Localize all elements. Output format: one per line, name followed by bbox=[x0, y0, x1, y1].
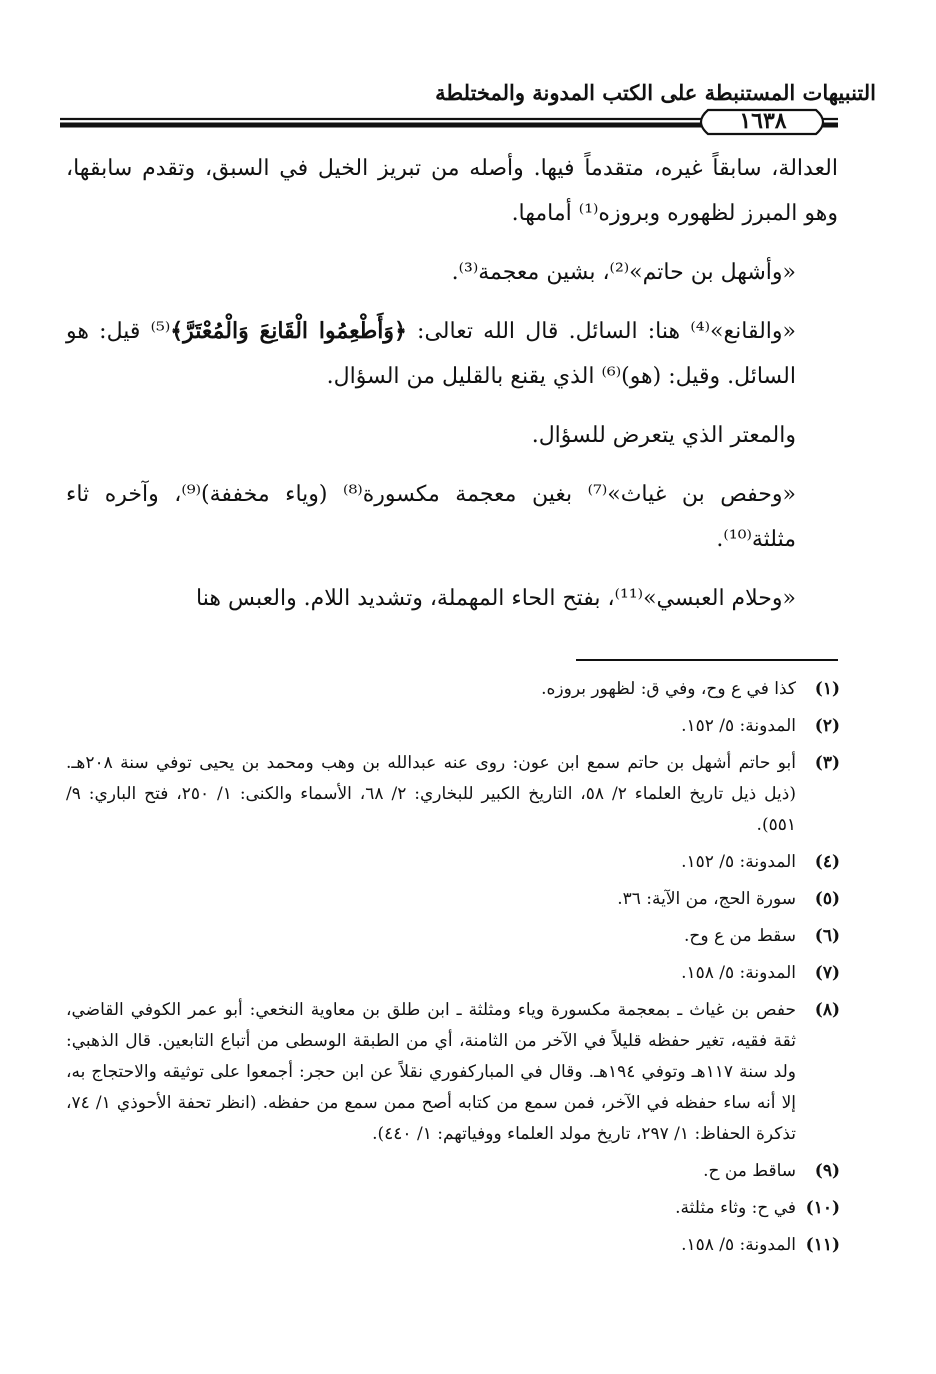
footnote-text: أبو حاتم أشهل بن حاتم سمع ابن عون: روى عنه عبدالله بن وهب ومحمد بن يحيى توفي سنة ٢٠٨هـ. (ذيل ذيل تاريخ العلماء ٢/ ٥٨، التاريخ الكبير للبخاري: ٢/ ٦٨، الأسماء والكنى: ١/ ٢٥٠، فتح الباري: ٩/ ٥٥١). bbox=[66, 753, 796, 835]
paragraph: والمعتر الذي يتعرض للسؤال. bbox=[531, 423, 796, 448]
paragraph-text: «والقانع»⁽⁴⁾ هنا: السائل. قال الله تعالى: bbox=[406, 319, 797, 344]
paragraph bbox=[66, 309, 838, 399]
running-title: التنبيهات المستنبطة على الكتب المدونة والمختلطة bbox=[435, 80, 876, 105]
footnote-number: (٨) bbox=[814, 1000, 840, 1020]
footnote-number: (١) bbox=[814, 679, 840, 699]
footnote-separator bbox=[576, 659, 838, 661]
main-text bbox=[66, 146, 838, 635]
footnote-text: المدونة: ٥/ ١٥٢. bbox=[681, 852, 796, 872]
footnote bbox=[66, 711, 840, 742]
paragraph: العدالة، سابقاً غيره، متقدماً فيها. وأصله من تبريز الخيل في السبق، وتقدم سابقها، وهو المبرز لظهوره وبروزه⁽¹⁾ أمامها. bbox=[66, 156, 838, 226]
paragraph: «وأشهل بن حاتم»⁽²⁾، بشين معجمة⁽³⁾. bbox=[451, 260, 796, 285]
footnote bbox=[66, 884, 840, 915]
footnote-number: (٦) bbox=[814, 926, 840, 946]
footnote bbox=[66, 1193, 840, 1224]
footnote-text: ساقط من ح. bbox=[703, 1161, 796, 1181]
footnote bbox=[66, 958, 840, 989]
footnote-number: (٧) bbox=[814, 963, 840, 983]
footnotes bbox=[66, 674, 840, 1267]
page-number: ١٦٣٨ bbox=[739, 108, 787, 134]
paragraph: «وحفص بن غياث»⁽⁷⁾ بغين معجمة مكسورة⁽⁸⁾ (وياء مخففة)⁽⁹⁾، وآخره ثاء مثلثة⁽¹⁰⁾. bbox=[66, 482, 796, 552]
quran-verse: ﴿وَأَطْعِمُوا الْقَانِعَ وَالْمُعْتَرَّ﴾ bbox=[170, 318, 407, 344]
footnote bbox=[66, 847, 840, 878]
footnote bbox=[66, 674, 840, 705]
footnote-text: في ح: وثاء مثلثة. bbox=[675, 1198, 796, 1218]
footnote-text: سقط من ع وح. bbox=[684, 926, 796, 946]
footnote bbox=[66, 748, 840, 841]
footnote-text: كذا في ع وح، وفي ق: لظهور بروزه. bbox=[541, 679, 796, 699]
footnote-text: المدونة: ٥/ ١٥٨. bbox=[681, 963, 796, 983]
footnote-number: (٤) bbox=[814, 852, 840, 872]
footnote-text: حفص بن غياث ـ بمعجمة مكسورة وياء ومثلثة ـ ابن طلق بن معاوية النخعي: أبو عمر الكوفي القاضي، ثقة فقيه، تغير حفظه قليلاً في الآخر من الثامنة، أي من الطبقة الوسطى من أتباع التابعين. قال الذهبي: ولد سنة ١١٧هـ وتوفي ١٩٤هـ. وقال في المباركفوري نقلاً عن ابن حجر: أجمعوا على توثيقه والاحتجاج به، إلا أنه ساء حفظه في الآخر، فمن سمع من كتابه أصح ممن سمع من حفظه. (انظر تحفة الأحوذي ١/ ٧٤، تذكرة الحفاظ: ١/ ٢٩٧، تاريخ مولد العلماء ووفياتهم: ١/ ٤٤٠). bbox=[66, 1000, 797, 1144]
footnote-number: (١٠) bbox=[805, 1198, 840, 1218]
footnote-text: المدونة: ٥/ ١٥٢. bbox=[681, 716, 796, 736]
footnote-number: (٣) bbox=[814, 753, 840, 773]
footnote bbox=[66, 1156, 840, 1187]
footnote-number: (٢) bbox=[814, 716, 840, 736]
footnote bbox=[66, 995, 840, 1150]
footnote-text: سورة الحج، من الآية: ٣٦. bbox=[617, 889, 796, 909]
paragraph: «وحلام العبسي»⁽¹¹⁾، بفتح الحاء المهملة، وتشديد اللام. والعبس هنا bbox=[196, 586, 796, 611]
footnote-number: (٥) bbox=[814, 889, 840, 909]
footnote-text: المدونة: ٥/ ١٥٨. bbox=[681, 1235, 796, 1255]
paragraph-text: ⁽⁵⁾ قيل: هو السائل. وقيل: (هو)⁽⁶⁾ الذي يقنع بالقليل من السؤال. bbox=[66, 319, 796, 389]
footnote-number: (١١) bbox=[805, 1235, 840, 1255]
footnote bbox=[66, 921, 840, 952]
footnote bbox=[66, 1230, 840, 1261]
footnote-number: (٩) bbox=[814, 1161, 840, 1181]
